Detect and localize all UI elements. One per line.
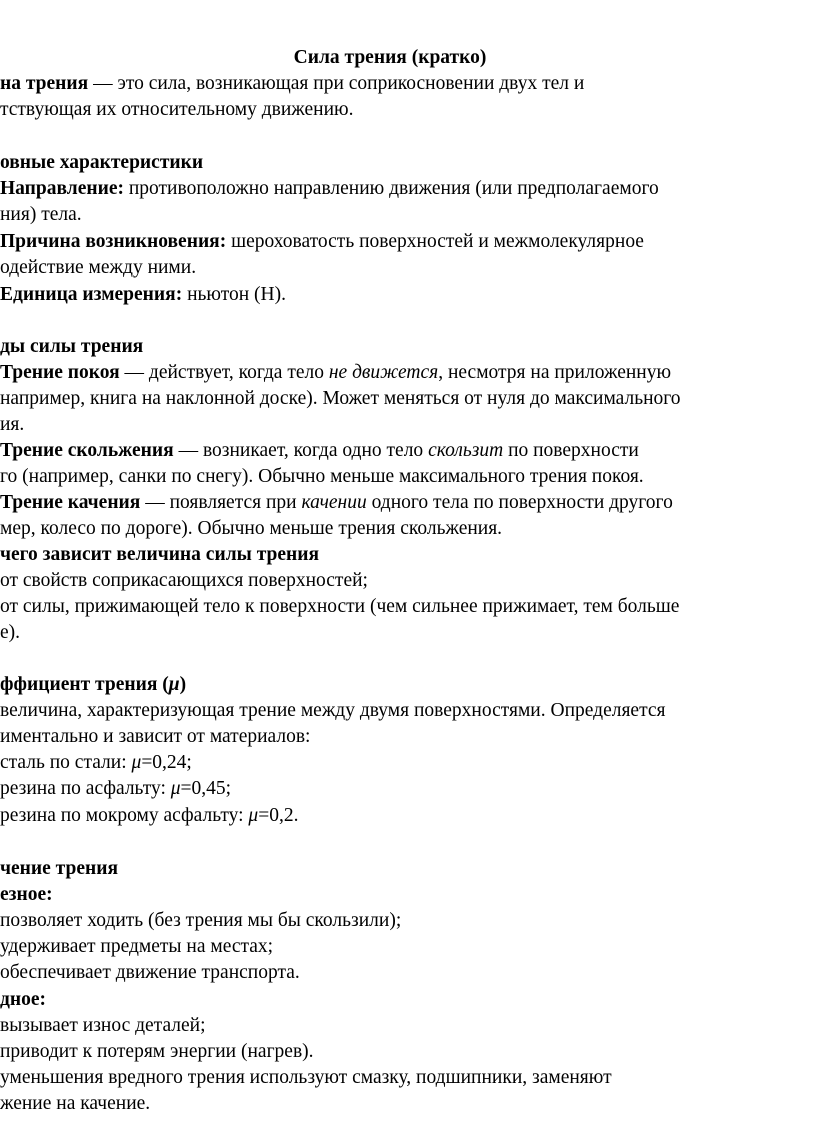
type-static-line-3: ия. [0,414,25,435]
depends-item-2-line-2: е). [0,622,21,643]
useful-item-3: обеспечивает движение транспорта. [0,962,300,983]
harmful-item-2: приводит к потерям энергии (нагрев). [0,1041,314,1062]
intro-line-2: тствующая их относительному движению. [0,99,354,120]
page-title: Сила трения (кратко) [293,47,487,68]
coef-example-1: сталь по стали: μ=0,24; [0,752,192,773]
char-direction-line-2: ния) тела. [0,204,82,225]
char-direction-line-1: Направление: противоположно направлению движения (или предполагаемого [0,178,659,199]
characteristics-heading: овные характеристики [0,152,204,173]
useful-heading: езное: [0,884,53,905]
coef-example-3: резина по мокрому асфальту: μ=0,2. [0,805,299,826]
coef-line-2: иментально и зависит от материалов: [0,726,311,747]
coef-line-1: величина, характеризующая трение между двумя поверхностями. Определяется [0,700,666,721]
useful-item-1: позволяет ходить (без трения мы бы скользили); [0,910,402,931]
char-cause-line-2: одействие между ними. [0,257,197,278]
intro-term: на трения [0,73,89,94]
intro-line-1: на трения — это сила, возникающая при соприкосновении двух тел и [0,73,585,94]
conclusion-line-2: жение на качение. [0,1093,151,1114]
type-static-line-2: например, книга на наклонной доске). Может меняться от нуля до максимального [0,388,681,409]
meaning-heading: чение трения [0,858,118,879]
harmful-item-1: вызывает износ деталей; [0,1015,206,1036]
type-sliding-line-2: го (например, санки по снегу). Обычно меньше максимального трения покоя. [0,466,644,487]
type-rolling-line-2: мер, колесо по дороге). Обычно меньше трения скольжения. [0,518,503,539]
char-unit-line: Единица измерения: ньютон (Н). [0,284,286,305]
coef-example-2: резина по асфальту: μ=0,45; [0,778,232,799]
conclusion-line-1: уменьшения вредного трения используют смазку, подшипники, заменяют [0,1067,612,1088]
useful-item-2: удерживает предметы на местах; [0,936,274,957]
harmful-heading: дное: [0,989,46,1010]
char-cause-line-1: Причина возникновения: шероховатость поверхностей и межмолекулярное [0,231,644,252]
depends-item-1: от свойств соприкасающихся поверхностей; [0,570,368,591]
depends-heading: чего зависит величина силы трения [0,544,320,565]
coef-heading: ффициент трения (μ) [0,674,187,695]
type-sliding-line-1: Трение скольжения — возникает, когда одно тело скользит по поверхности [0,440,639,461]
depends-item-2-line-1: от силы, прижимающей тело к поверхности (чем сильнее прижимает, тем больше [0,596,680,617]
type-static-line-1: Трение покоя — действует, когда тело не движется, несмотря на приложенную [0,362,672,383]
types-heading: ды силы трения [0,336,144,357]
type-rolling-line-1: Трение качения — появляется при качении одного тела по поверхности другого [0,492,673,513]
